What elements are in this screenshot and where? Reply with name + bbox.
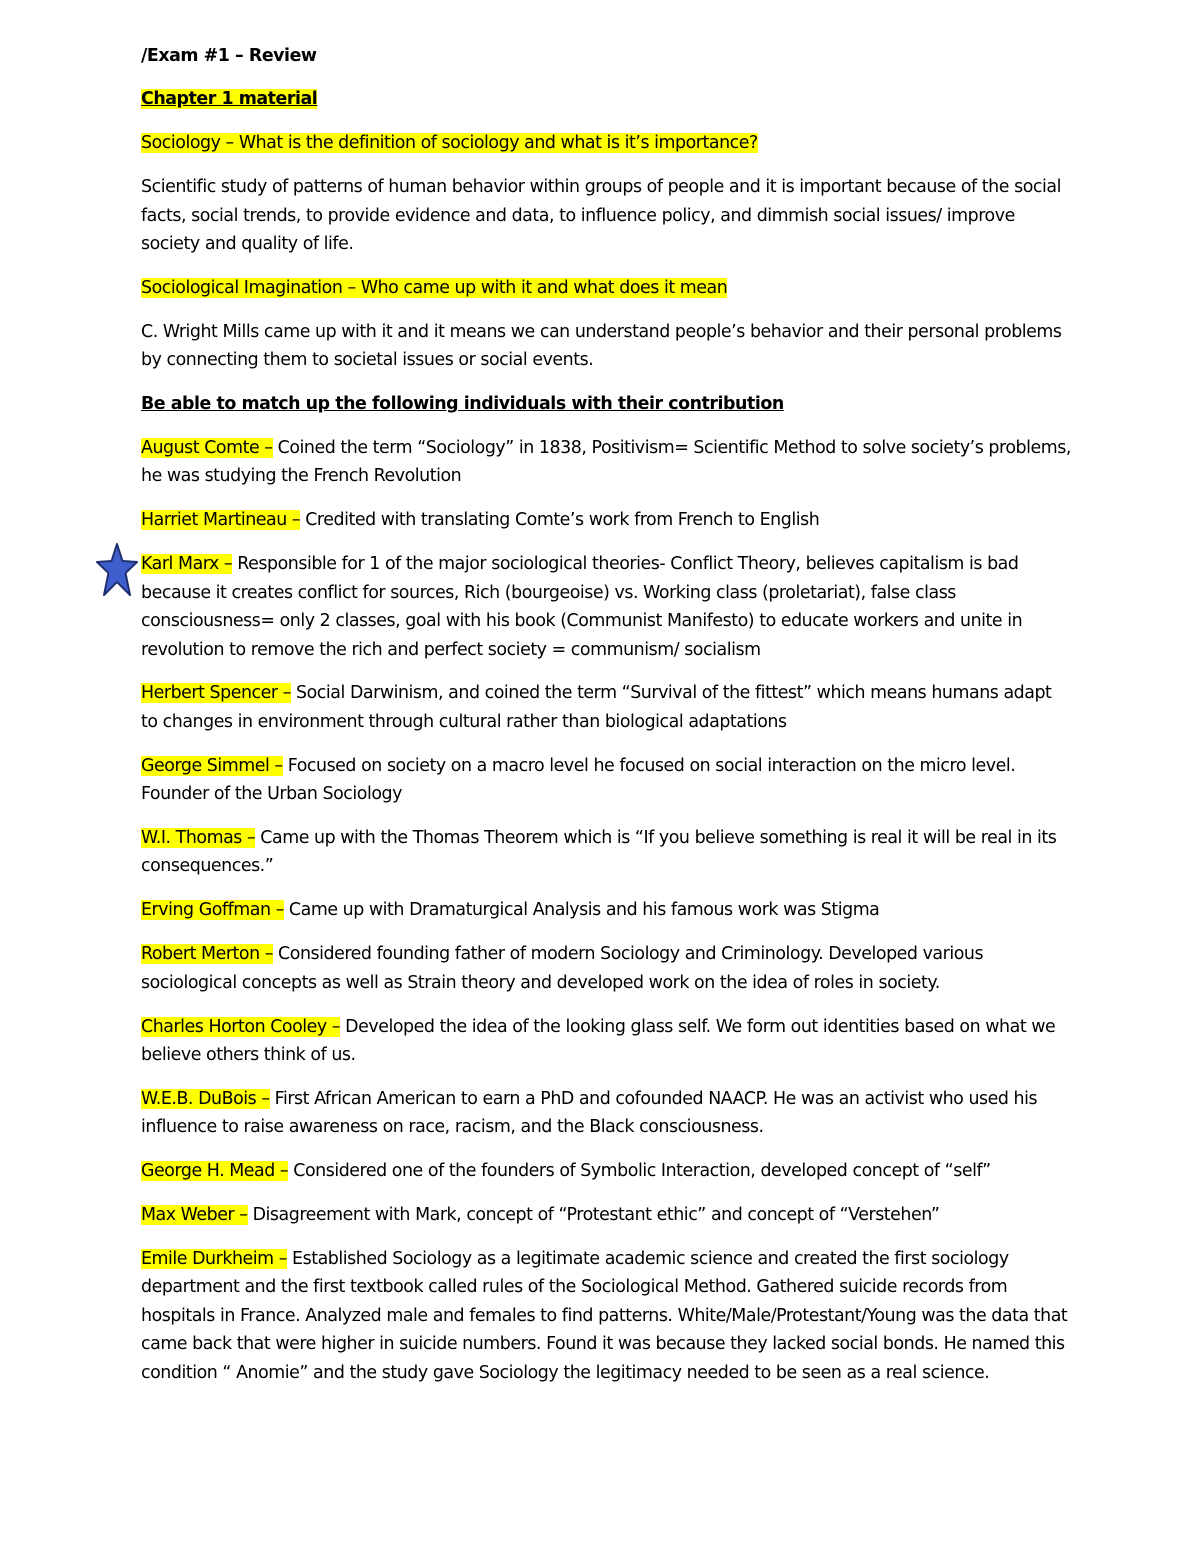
- question-sociology-text: Sociology – What is the definition of sociology and what is it’s importance?: [141, 133, 758, 154]
- question-sociological-imagination-text: Sociological Imagination – Who came up with it and what does it mean: [141, 277, 728, 298]
- star-icon: [96, 542, 138, 598]
- individual-contribution: First African American to earn a PhD and cofounded NAACP. He was an activist who used his influence to raise awareness on race, racism, and the Black consciousness.: [141, 1088, 1038, 1138]
- individual-entry: [141, 1013, 1071, 1070]
- individual-contribution: Came up with the Thomas Theorem which is “If you believe something is real it will be real in its consequences.”: [141, 828, 1057, 877]
- individual-contribution: Established Sociology as a legitimate academic science and created the first sociology department and the first textbook called rules of the Sociological Method. Gathered suicide records from hospitals in France. Analyzed male and females to find patterns. White/Male/Protestant/Young was the data that came back that were higher in suicide numbers. Found it was because they lacked social bonds. He named this condition “ Anomie” and the study gave Sociology the legitimacy needed to be seen as a real science.: [141, 1249, 1068, 1383]
- page-title: /Exam #1 – Review: [141, 46, 317, 66]
- individual-contribution: Considered founding father of modern Sociology and Criminology. Developed various sociological concepts as well as Strain theory and developed work on the idea of roles in society.: [141, 944, 984, 993]
- individual-contribution: Considered one of the founders of Symbolic Interaction, developed concept of “self”: [288, 1161, 991, 1182]
- individual-name: George H. Mead –: [141, 1161, 289, 1182]
- individual-name: W.I. Thomas –: [141, 828, 256, 849]
- individual-entry: [141, 940, 1071, 997]
- individual-name: Harriet Martineau –: [141, 510, 301, 531]
- answer-sociology: Scientific study of patterns of human behavior within groups of people and it is important because of the social facts, social trends, to provide evidence and data, to influence policy, and dimmish social issues/ improve society and quality of life.: [141, 177, 1061, 255]
- individual-name: Herbert Spencer –: [141, 683, 291, 704]
- individual-name: Robert Merton –: [141, 944, 273, 965]
- individual-entry: [141, 1157, 1071, 1185]
- individual-entry: [141, 824, 1071, 881]
- individual-entry: [141, 506, 1071, 534]
- individual-entry: [141, 434, 1071, 491]
- individual-contribution: Credited with translating Comte’s work from French to English: [300, 510, 820, 531]
- individual-entry: [141, 550, 1071, 664]
- document-body: [141, 42, 1071, 1403]
- individual-name: George Simmel –: [141, 755, 283, 776]
- individual-contribution: Developed the idea of the looking glass self. We form out identities based on what we believe others think of us.: [141, 1016, 1056, 1065]
- individual-name: W.E.B. DuBois –: [141, 1088, 270, 1109]
- individual-name: Karl Marx –: [141, 554, 233, 575]
- individual-entry: [141, 679, 1071, 736]
- individual-entry: [141, 1085, 1071, 1142]
- individual-name: Emile Durkheim –: [141, 1249, 287, 1269]
- individual-name: August Comte –: [141, 438, 273, 459]
- individual-name: Charles Horton Cooley –: [141, 1016, 341, 1037]
- match-heading: Be able to match up the following individuals with their contribution: [141, 394, 784, 415]
- question-sociological-imagination: [141, 274, 1071, 302]
- individual-contribution: Focused on society on a macro level he focused on social interaction on the micro level. Founder of the Urban Sociology: [141, 755, 1016, 805]
- individual-contribution: Coined the term “Sociology” in 1838, Positivism= Scientific Method to solve society’s problems, he was studying the French Revolution: [141, 438, 1071, 487]
- individual-entry: [141, 1245, 1071, 1387]
- individual-entry: [141, 896, 1071, 924]
- individual-entry: [141, 1201, 1071, 1229]
- chapter-heading-text: Chapter 1 material: [141, 89, 318, 110]
- question-sociology: [141, 129, 1071, 157]
- individual-contribution: Responsible for 1 of the major sociological theories- Conflict Theory, believes capitalism is bad because it creates conflict for sources, Rich (bourgeoise) vs. Working class (proletariat), false class consciousness= only 2 classes, goal with his book (Communist Manifesto) to educate workers and unite in revolution to remove the rich and perfect society = communism/ socialism: [141, 554, 1023, 660]
- answer-sociological-imagination: C. Wright Mills came up with it and it means we can understand people’s behavior and their personal problems by connecting them to societal issues or social events.: [141, 321, 1062, 371]
- chapter-heading: [141, 85, 1071, 113]
- individual-name: Max Weber –: [141, 1205, 248, 1226]
- individual-contribution: Social Darwinism, and coined the term “Survival of the fittest” which means humans adapt to changes in environment through cultural rather than biological adaptations: [141, 683, 1052, 732]
- individual-name: Erving Goffman –: [141, 900, 284, 921]
- individual-entry: [141, 752, 1071, 809]
- individual-contribution: Came up with Dramaturgical Analysis and his famous work was Stigma: [283, 900, 880, 921]
- individual-contribution: Disagreement with Mark, concept of “Protestant ethic” and concept of “Verstehen”: [247, 1205, 940, 1226]
